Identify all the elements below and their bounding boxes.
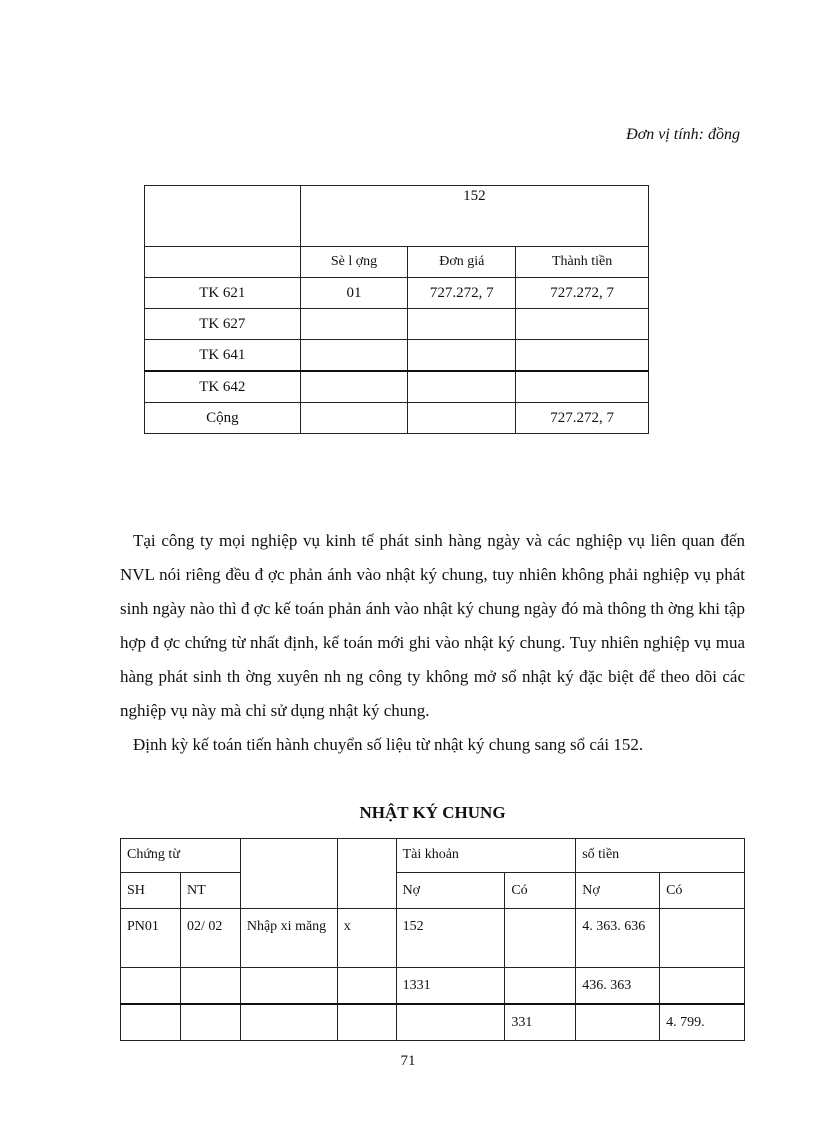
col-account-credit: Có: [505, 873, 576, 909]
journal-title: NHẬT KÝ CHUNG: [359, 803, 506, 822]
cell-account-credit: 331: [505, 1004, 576, 1041]
table-row: [121, 1004, 745, 1041]
table-row: [145, 371, 649, 403]
row-unit-price: [408, 403, 516, 434]
col-group-amount: số tiền: [576, 839, 745, 873]
table1-col-amount: Thành tiền: [516, 247, 649, 278]
body-text: [120, 524, 745, 762]
cell-mark: [337, 1004, 396, 1041]
row-unit-price: [408, 371, 516, 403]
cell-amount-debit: [576, 1004, 660, 1041]
table1-col-unit-price: Đơn giá: [408, 247, 516, 278]
cell-sh: [121, 968, 181, 1005]
cell-nt: [180, 1004, 240, 1041]
row-unit-price: [408, 309, 516, 340]
unit-note: Đơn vị tính: đồng: [626, 126, 740, 143]
row-label: TK 627: [145, 309, 301, 340]
table-row: [121, 968, 745, 1005]
cell-amount-credit: [660, 909, 745, 968]
row-label: TK 642: [145, 371, 301, 403]
cell-sh: PN01: [121, 909, 181, 968]
cell-account-debit: 1331: [396, 968, 505, 1005]
cell-nt: [180, 968, 240, 1005]
row-unit-price: [408, 340, 516, 372]
cell-amount-credit: 4. 799.: [660, 1004, 745, 1041]
cell-account-credit: [505, 909, 576, 968]
paragraph-journal-description: Tại công ty mọi nghiệp vụ kinh tế phát sinh hàng ngày và các nghiệp vụ liên quan đến NVL nói riêng đều đ ợc phản ánh vào nhật ký chung, tuy nhiên không phải nghiệp vụ phát sinh ngày nào thì đ ợc kế toán phản ánh vào nhật ký chung ngày đó mà thông th ờng khi tập hợp đ ợc chứng từ nhất định, kế toán mới ghi vào nhật ký chung. Tuy nhiên nghiệp vụ mua hàng phát sinh th ờng xuyên nh ng công ty không mở sổ nhật ký đặc biệt để theo dõi các nghiệp vụ này mà chỉ sử dụng nhật ký chung.: [120, 531, 745, 720]
table-row: [121, 909, 745, 968]
col-amount-debit: Nợ: [576, 873, 660, 909]
col-amount-credit: Có: [660, 873, 745, 909]
cell-account-debit: [396, 1004, 505, 1041]
col-group-account: Tài khoản: [396, 839, 576, 873]
general-journal-table: [120, 838, 745, 1041]
material-allocation-table: [144, 185, 649, 434]
table-total-row: [145, 403, 649, 434]
row-amount: [516, 309, 649, 340]
row-quantity: 01: [300, 278, 408, 309]
row-label: TK 641: [145, 340, 301, 372]
row-quantity: [300, 340, 408, 372]
row-quantity: [300, 309, 408, 340]
cell-account-credit: [505, 968, 576, 1005]
cell-description: Nhập xi măng: [240, 909, 337, 968]
table-row: [145, 340, 649, 372]
cell-mark: [337, 968, 396, 1005]
cell-sh: [121, 1004, 181, 1041]
table1-corner-cell: [145, 186, 301, 247]
cell-mark: x: [337, 909, 396, 968]
table-row: [145, 309, 649, 340]
col-nt: NT: [180, 873, 240, 909]
col-account-debit: Nợ: [396, 873, 505, 909]
row-amount: [516, 371, 649, 403]
row-amount: 727.272, 7: [516, 278, 649, 309]
row-label: Cộng: [145, 403, 301, 434]
cell-amount-debit: 436. 363: [576, 968, 660, 1005]
cell-amount-credit: [660, 968, 745, 1005]
row-quantity: [300, 403, 408, 434]
cell-description: [240, 1004, 337, 1041]
row-amount: [516, 340, 649, 372]
cell-description: [240, 968, 337, 1005]
row-amount: 727.272, 7: [516, 403, 649, 434]
col-description: [240, 839, 337, 909]
paragraph-posting-note: Định kỳ kế toán tiến hành chuyển số liệu từ nhật ký chung sang sổ cái 152.: [133, 735, 644, 754]
row-unit-price: 727.272, 7: [408, 278, 516, 309]
page-number: 71: [400, 1053, 416, 1069]
col-group-voucher: Chứng từ: [121, 839, 241, 873]
cell-account-debit: 152: [396, 909, 505, 968]
row-label: TK 621: [145, 278, 301, 309]
cell-nt: 02/ 02: [180, 909, 240, 968]
row-quantity: [300, 371, 408, 403]
table1-col-quantity: Sè l ợng: [300, 247, 408, 278]
table1-account-header: 152: [300, 186, 648, 247]
table-row: [145, 278, 649, 309]
cell-amount-debit: 4. 363. 636: [576, 909, 660, 968]
col-sh: SH: [121, 873, 181, 909]
table1-empty-cell: [145, 247, 301, 278]
col-mark: [337, 839, 396, 909]
